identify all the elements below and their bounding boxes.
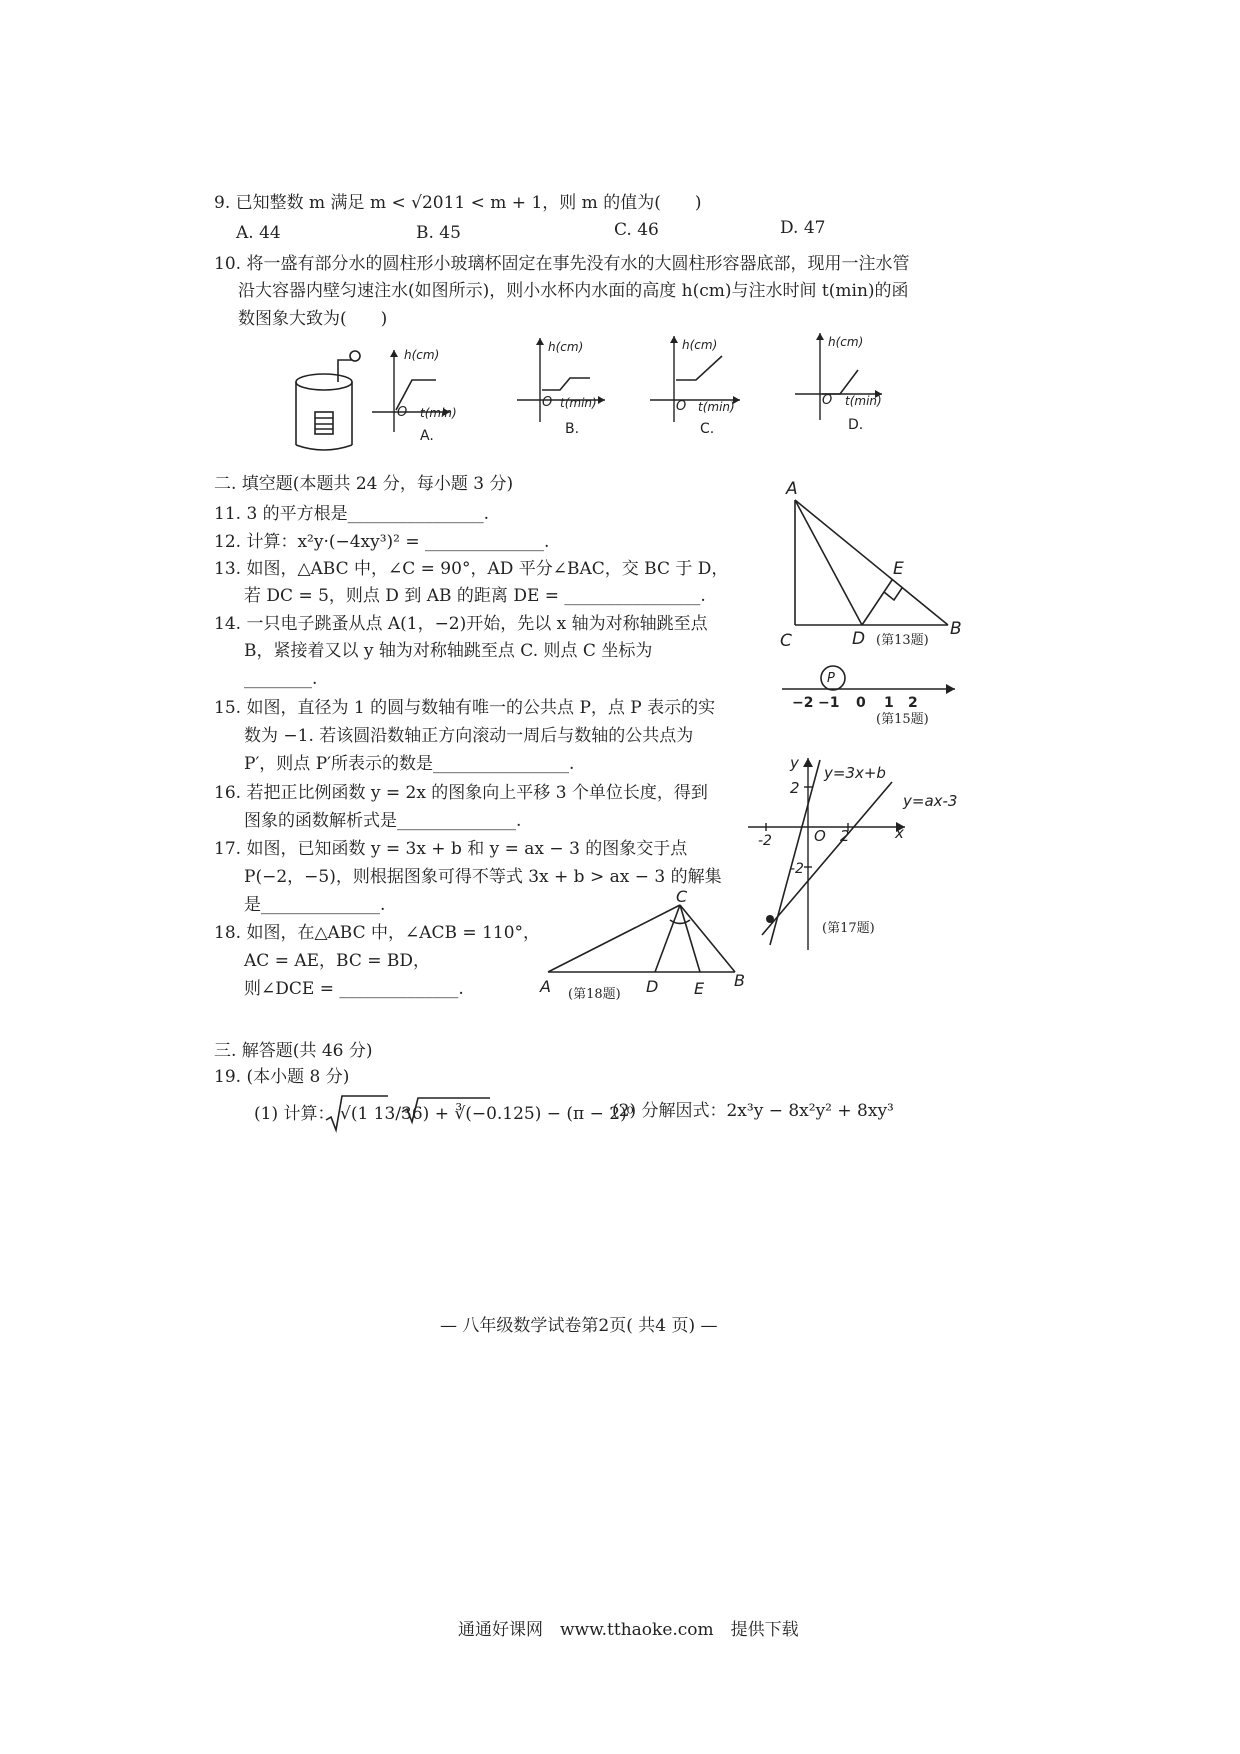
fig18-label-c: C xyxy=(676,887,688,906)
figure-13 xyxy=(795,500,948,625)
q9-option-b: B. 45 xyxy=(416,223,461,243)
q14-line3: ________. xyxy=(244,669,318,689)
section2-heading: 二. 填空题(本题共 24 分，每小题 3 分) xyxy=(214,474,514,494)
graph-a-x-label: t(min) xyxy=(420,406,457,420)
q19-part1-label: (1) 计算： xyxy=(254,1104,335,1124)
fig17-tick-x-neg2: -2 xyxy=(758,833,772,849)
fig13-label-b: B xyxy=(950,619,962,639)
fig15-caption: (第15题) xyxy=(876,712,929,727)
q9-stem: 9. 已知整数 m 满足 m < √2011 < m + 1，则 m 的值为( ) xyxy=(214,193,702,213)
fig15-tick-neg2: −2 xyxy=(792,695,814,711)
graph-b-option-label: B. xyxy=(565,421,580,437)
fig13-caption: (第13题) xyxy=(876,633,929,648)
fig13-label-e: E xyxy=(893,559,904,579)
fig18-caption: (第18题) xyxy=(568,987,621,1002)
graph-d-option-label: D. xyxy=(848,417,864,433)
graph-d-x-label: t(min) xyxy=(845,394,882,408)
fig17-origin: O xyxy=(814,827,826,845)
q15-line3: P′，则点 P′所表示的数是________________. xyxy=(244,754,575,774)
q16-line2: 图象的函数解析式是______________. xyxy=(244,811,522,831)
q15-line1: 15. 如图，直径为 1 的圆与数轴有唯一的公共点 P，点 P 表示的实 xyxy=(214,698,716,718)
graph-c-origin: O xyxy=(676,399,687,414)
graph-d-origin: O xyxy=(822,393,833,408)
q18-line3: 则∠DCE = ______________. xyxy=(244,979,464,999)
fig15-point-p: P xyxy=(827,671,835,686)
graph-c-x-label: t(min) xyxy=(698,400,735,414)
fig17-line2-label: y=ax-3 xyxy=(903,792,958,810)
graph-a-y-label: h(cm) xyxy=(404,348,440,362)
graph-c-y-label: h(cm) xyxy=(682,338,718,352)
fig15-tick-1: 1 xyxy=(884,695,894,711)
graph-b-origin: O xyxy=(542,395,553,410)
fig18-label-d: D xyxy=(646,977,659,996)
q9-option-a: A. 44 xyxy=(236,223,281,243)
page-footer: — 八年级数学试卷第2页( 共4 页) — xyxy=(440,1316,718,1336)
fig18-label-a: A xyxy=(540,977,551,996)
fig17-tick-y2: 2 xyxy=(790,779,800,797)
q10-line1: 10. 将一盛有部分水的圆柱形小玻璃杯固定在事先没有水的大圆柱形容器底部，现用一注水管 xyxy=(214,254,910,274)
fig15-tick-0: 0 xyxy=(856,695,866,711)
graph-d-y-label: h(cm) xyxy=(828,335,864,349)
fig17-tick-x2: 2 xyxy=(840,827,850,845)
fig17-tick-y-neg2: -2 xyxy=(790,861,804,877)
fig15-tick-neg1: −1 xyxy=(818,695,840,711)
fig13-label-c: C xyxy=(780,631,792,651)
fig13-label-d: D xyxy=(852,629,866,649)
q15-line2: 数为 −1. 若该圆沿数轴正方向滚动一周后与数轴的公共点为 xyxy=(244,726,694,746)
q18-line2: AC = AE，BC = BD， xyxy=(244,951,431,971)
fig18-label-e: E xyxy=(694,979,705,998)
fig17-y-label: y xyxy=(790,754,799,772)
fig17-x-label: x xyxy=(895,824,904,842)
q12: 12. 计算：x²y·(−4xy³)² = ______________. xyxy=(214,532,550,552)
fig17-line1-label: y=3x+b xyxy=(824,764,886,782)
q17-line1: 17. 如图，已知函数 y = 3x + b 和 y = ax − 3 的图象交于点 xyxy=(214,839,688,859)
q19-title: 19. (本小题 8 分) xyxy=(214,1067,350,1087)
source-footer: 通通好课网 www.tthaoke.com 提供下载 xyxy=(458,1620,799,1640)
q13-line2: 若 DC = 5，则点 D 到 AB 的距离 DE = ________________. xyxy=(244,586,706,606)
q14-line2: B，紧接着又以 y 轴为对称轴跳至点 C. 则点 C 坐标为 xyxy=(244,641,653,661)
graph-b-x-label: t(min) xyxy=(560,396,597,410)
q19-part2: (2) 分解因式：2x³y − 8x²y² + 8xy³ xyxy=(612,1101,894,1121)
q16-line1: 16. 若把正比例函数 y = 2x 的图象向上平移 3 个单位长度，得到 xyxy=(214,783,708,803)
q10-line3: 数图象大致为( ) xyxy=(238,309,388,329)
q19-part1-expression: √(1 13/36) + ∛(−0.125) − (π − 2)⁰ xyxy=(340,1104,634,1124)
q9-option-c: C. 46 xyxy=(614,220,659,240)
graph-a-option-label: A. xyxy=(420,428,434,444)
q10-line2: 沿大容器内壁匀速注水(如图所示)，则小水杯内水面的高度 h(cm)与注水时间 t(min)的函 xyxy=(238,281,909,301)
q14-line1: 14. 一只电子跳蚤从点 A(1，−2)开始，先以 x 轴为对称轴跳至点 xyxy=(214,614,708,634)
q18-line1: 18. 如图，在△ABC 中，∠ACB = 110°， xyxy=(214,923,541,943)
q11: 11. 3 的平方根是________________. xyxy=(214,504,490,524)
q13-line1: 13. 如图，△ABC 中，∠C = 90°，AD 平分∠BAC，交 BC 于 D， xyxy=(214,559,729,579)
graph-c-option-label: C. xyxy=(700,421,715,437)
graph-a-origin: O xyxy=(397,405,408,420)
fig15-tick-2: 2 xyxy=(908,695,918,711)
fig13-label-a: A xyxy=(786,479,798,499)
q17-line2: P(−2，−5)，则根据图象可得不等式 3x + b > ax − 3 的解集 xyxy=(244,867,722,887)
q9-option-d: D. 47 xyxy=(780,218,826,238)
q17-line3: 是______________. xyxy=(244,895,386,915)
fig17-caption: (第17题) xyxy=(822,921,875,936)
section3-heading: 三. 解答题(共 46 分) xyxy=(214,1041,373,1061)
graph-b-y-label: h(cm) xyxy=(548,340,584,354)
figure-15 xyxy=(782,666,955,694)
figure-18 xyxy=(548,905,735,972)
fig18-label-b: B xyxy=(734,971,745,990)
container-illustration xyxy=(296,351,360,450)
